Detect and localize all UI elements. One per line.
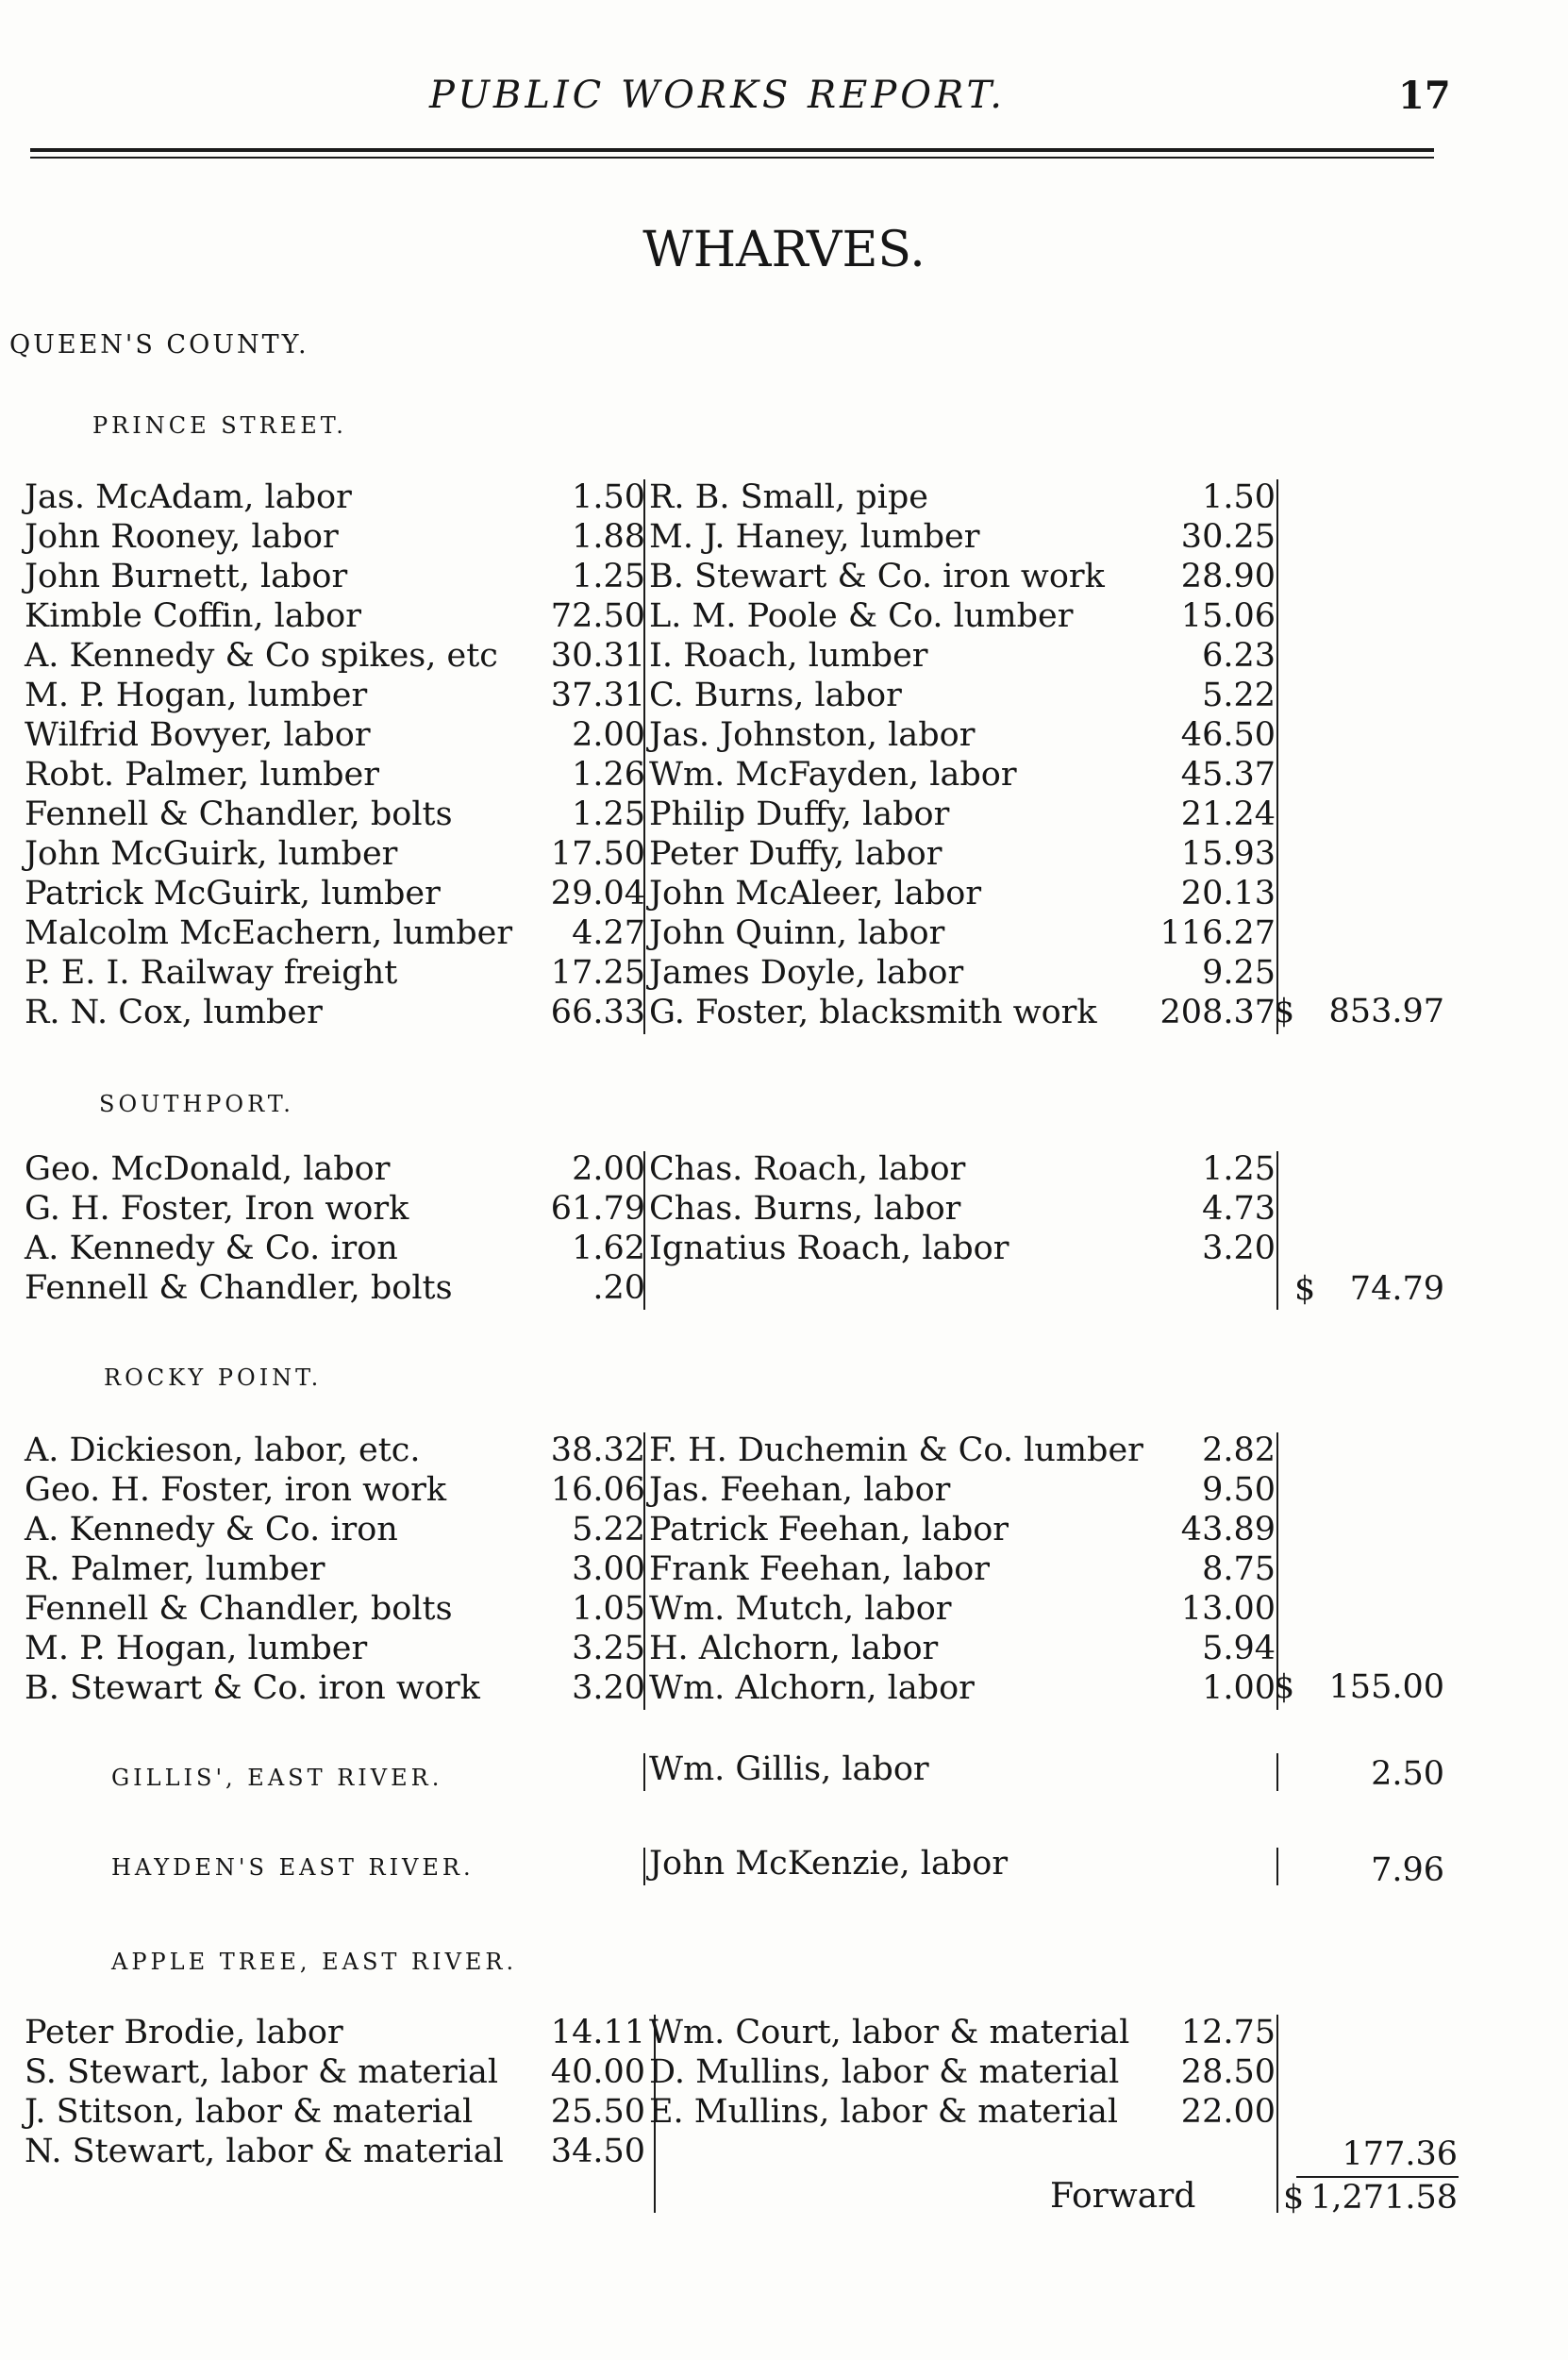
section-total: 177.36 (1342, 2135, 1458, 2173)
total-rule (1296, 2176, 1459, 2178)
dollar-sign: $ (1274, 993, 1295, 1030)
rocky-point-table (0, 1431, 1568, 1708)
table-row: Malcolm McEachern, lumber 4.27 John Quinn, labor 116.27 (25, 914, 1276, 952)
column-divider (1276, 1848, 1278, 1885)
section-label-gillis: GILLIS', EAST RIVER. (111, 1765, 443, 1791)
forward-label: Forward (1050, 2177, 1196, 2216)
gillis-entry: Wm. Gillis, labor (649, 1750, 929, 1788)
forward-total: 1,271.58 (1310, 2179, 1458, 2217)
table-row: Geo. McDonald, labor 2.00 Chas. Roach, labor 1.25 (25, 1150, 1276, 1188)
column-divider (1276, 1753, 1278, 1791)
section-label-rocky-point: ROCKY POINT. (104, 1364, 323, 1391)
table-row: R. Palmer, lumber 3.00 Frank Feehan, labor 8.75 (25, 1550, 1276, 1588)
table-row: Fennell & Chandler, bolts 1.05 Wm. Mutch, labor 13.00 (25, 1590, 1276, 1628)
table-row: S. Stewart, labor & material 40.00 D. Mullins, labor & material 28.50 (25, 2053, 1276, 2091)
section-label-haydens: HAYDEN'S EAST RIVER. (111, 1854, 475, 1881)
report-title: PUBLIC WORKS REPORT. (429, 74, 1006, 117)
section-label-southport: SOUTHPORT. (99, 1091, 294, 1117)
haydens-entry: John McKenzie, labor (649, 1845, 1009, 1883)
page-heading: WHARVES. (642, 222, 926, 278)
prince-street-table (0, 477, 1568, 1032)
section-total: 74.79 (1349, 1270, 1444, 1308)
table-row: Wilfrid Bovyer, labor 2.00 Jas. Johnston, labor 46.50 (25, 716, 1276, 754)
table-row: M. P. Hogan, lumber 3.25 H. Alchorn, labor 5.94 (25, 1630, 1276, 1667)
table-row: John Rooney, labor 1.88 M. J. Haney, lumber 30.25 (25, 518, 1276, 556)
table-row: Fennell & Chandler, bolts 1.25 Philip Duffy, labor 21.24 (25, 795, 1276, 833)
column-divider (643, 1848, 645, 1885)
column-divider (643, 1753, 645, 1791)
dollar-sign: $ (1283, 2179, 1305, 2217)
table-row: R. N. Cox, lumber 66.33 G. Foster, blacksmith work 208.37 (25, 994, 1276, 1031)
table-row: G. H. Foster, Iron work 61.79 Chas. Burns, labor 4.73 (25, 1190, 1276, 1228)
table-row: A. Kennedy & Co. iron 5.22 Patrick Feehan, labor 43.89 (25, 1511, 1276, 1548)
dollar-sign: $ (1294, 1270, 1316, 1308)
section-label-prince-street: PRINCE STREET. (92, 412, 347, 439)
running-header (0, 74, 1568, 126)
section-label-apple-tree: APPLE TREE, EAST RIVER. (111, 1949, 518, 1975)
county-heading: QUEEN'S COUNTY. (9, 330, 309, 360)
section-total: 853.97 (1328, 993, 1444, 1030)
table-row: Robt. Palmer, lumber 1.26 Wm. McFayden, labor 45.37 (25, 756, 1276, 794)
table-row: M. P. Hogan, lumber 37.31 C. Burns, labor 5.22 (25, 677, 1276, 714)
table-row: John McGuirk, lumber 17.50 Peter Duffy, labor 15.93 (25, 835, 1276, 873)
section-total: 7.96 (1371, 1851, 1444, 1889)
table-row: Peter Brodie, labor 14.11 Wm. Court, labor & material 12.75 (25, 2014, 1276, 2051)
table-row: B. Stewart & Co. iron work 3.20 Wm. Alchorn, labor 1.00 (25, 1669, 1276, 1707)
southport-table (0, 1149, 1568, 1308)
table-row: John Burnett, labor 1.25 B. Stewart & Co. iron work 28.90 (25, 558, 1276, 595)
section-total: 2.50 (1371, 1755, 1444, 1793)
header-rule (30, 148, 1434, 152)
table-row: A. Kennedy & Co. iron 1.62 Ignatius Roach, labor 3.20 (25, 1230, 1276, 1267)
page-number: 17 (1398, 74, 1451, 118)
dollar-sign: $ (1274, 1668, 1295, 1706)
table-row: Kimble Coffin, labor 72.50 L. M. Poole & Co. lumber 15.06 (25, 597, 1276, 635)
table-row: Patrick McGuirk, lumber 29.04 John McAleer, labor 20.13 (25, 875, 1276, 912)
table-row: Fennell & Chandler, bolts .20 (25, 1269, 645, 1307)
table-row: J. Stitson, labor & material 25.50 E. Mullins, labor & material 22.00 (25, 2093, 1276, 2131)
apple-tree-table (0, 2013, 1568, 2171)
table-row: Geo. H. Foster, iron work 16.06 Jas. Feehan, labor 9.50 (25, 1471, 1276, 1509)
table-row: N. Stewart, labor & material 34.50 (25, 2133, 645, 2170)
section-total: 155.00 (1328, 1668, 1444, 1706)
table-row: Jas. McAdam, labor 1.50 R. B. Small, pipe 1.50 (25, 478, 1276, 516)
header-rule-thin (30, 157, 1434, 159)
table-row: A. Dickieson, labor, etc. 38.32 F. H. Duchemin & Co. lumber 2.82 (25, 1431, 1276, 1469)
table-row: P. E. I. Railway freight 17.25 James Doyle, labor 9.25 (25, 954, 1276, 992)
table-row: A. Kennedy & Co spikes, etc 30.31 I. Roach, lumber 6.23 (25, 637, 1276, 675)
